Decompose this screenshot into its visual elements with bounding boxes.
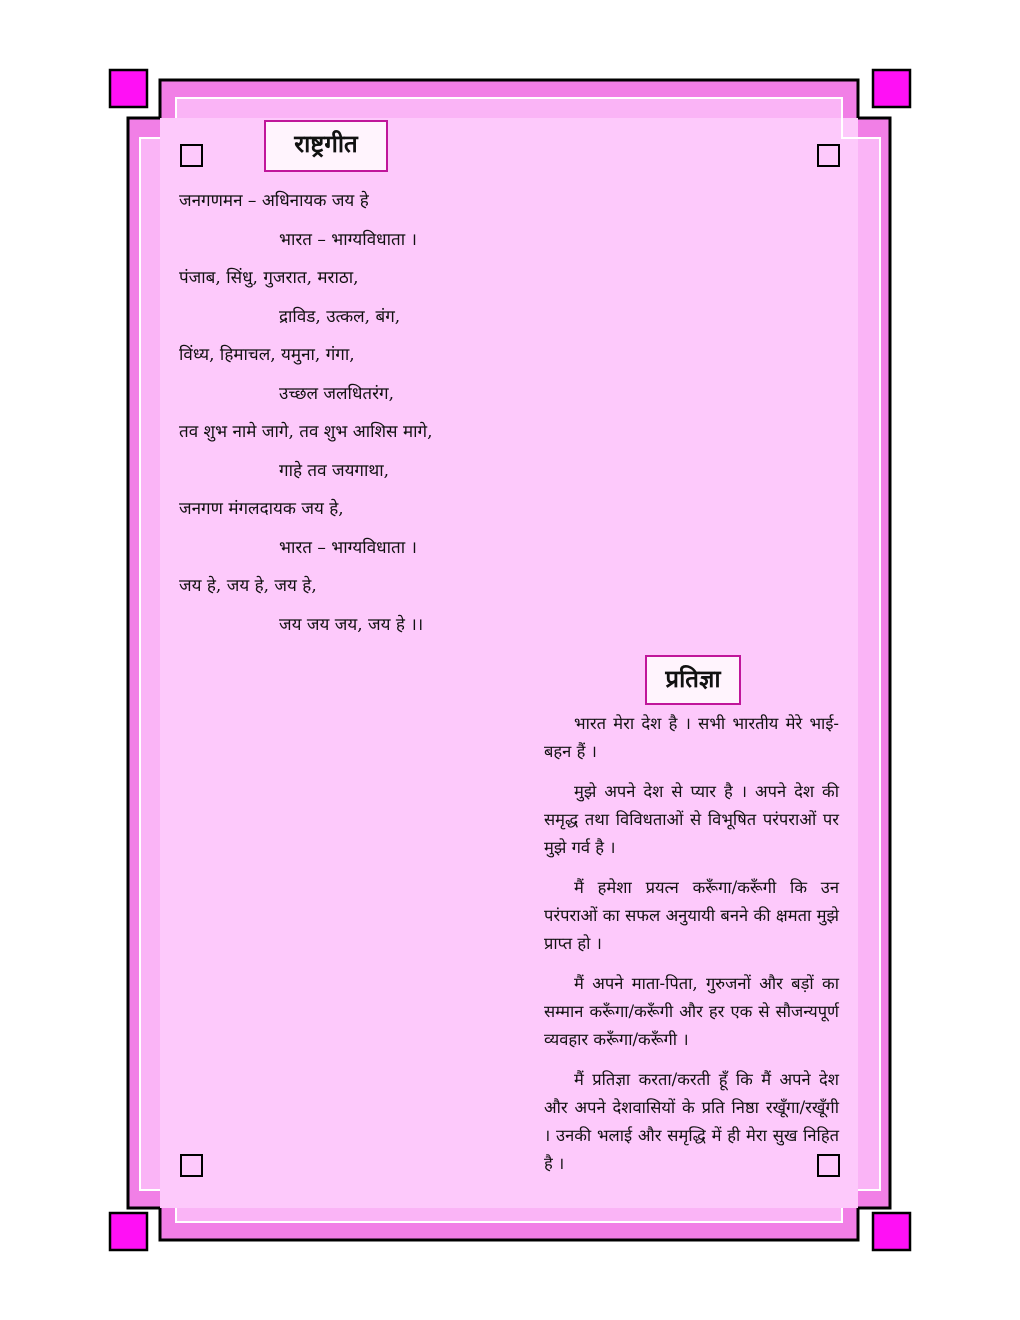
pledge-text — [544, 710, 839, 1190]
corner-square-top-left — [110, 70, 147, 107]
anthem-line: पंजाब, सिंधु, गुजरात, मराठा, — [179, 268, 359, 288]
anthem-line: द्राविड, उत्कल, बंग, — [279, 306, 401, 327]
anthem-line: भारत – भाग्यविधाता । — [279, 229, 417, 250]
pledge-paragraph: मैं प्रतिज्ञा करता/करती हूँ कि मैं अपने देश और अपने देशवासियों के प्रति निष्ठा रखूँगा/रखूँगी । उनकी भलाई और समृद्धि में ही मेरा सुख निहित है । — [544, 1070, 839, 1173]
pledge-title: प्रतिज्ञा — [645, 655, 741, 705]
anthem-line: उच्छल जलधितरंग, — [279, 383, 395, 404]
anthem-line: जनगण मंगलदायक जय हे, — [179, 499, 344, 519]
anthem-line: तव शुभ नामे जागे, तव शुभ आशिस मागे, — [179, 422, 433, 442]
small-square-top-left — [181, 145, 202, 166]
corner-square-bottom-right — [873, 1213, 910, 1250]
anthem-line: जय हे, जय हे, जय हे, — [179, 576, 317, 596]
pledge-paragraph: मैं अपने माता-पिता, गुरुजनों और बड़ों का सम्मान करूँगा/करूँगी और हर एक से सौजन्यपूर्ण व्यवहार करूँगा/करूँगी । — [544, 974, 839, 1049]
small-square-bottom-left — [181, 1155, 202, 1176]
small-square-top-right — [818, 145, 839, 166]
anthem-line: विंध्य, हिमाचल, यमुना, गंगा, — [179, 345, 355, 365]
anthem-line: गाहे तव जयगाथा, — [279, 460, 390, 481]
anthem-line: जय जय जय, जय हे ।। — [279, 614, 424, 635]
pledge-paragraph: मैं हमेशा प्रयत्न करूँगा/करूँगी कि उन परंपराओं का सफल अनुयायी बनने की क्षमता मुझे प्राप्त हो । — [544, 878, 839, 953]
anthem-title: राष्ट्रगीत — [264, 120, 388, 172]
pledge-paragraph: भारत मेरा देश है । सभी भारतीय मेरे भाई-बहन हैं । — [544, 714, 839, 761]
anthem-line: जनगणमन – अधिनायक जय हे — [179, 191, 369, 211]
pledge-paragraph: मुझे अपने देश से प्यार है । अपने देश की समृद्ध तथा विविधताओं से विभूषित परंपराओं पर मुझे गर्व है । — [544, 782, 839, 857]
corner-square-top-right — [873, 70, 910, 107]
anthem-line: भारत – भाग्यविधाता । — [279, 537, 417, 558]
corner-square-bottom-left — [110, 1213, 147, 1250]
anthem-text — [179, 186, 519, 648]
